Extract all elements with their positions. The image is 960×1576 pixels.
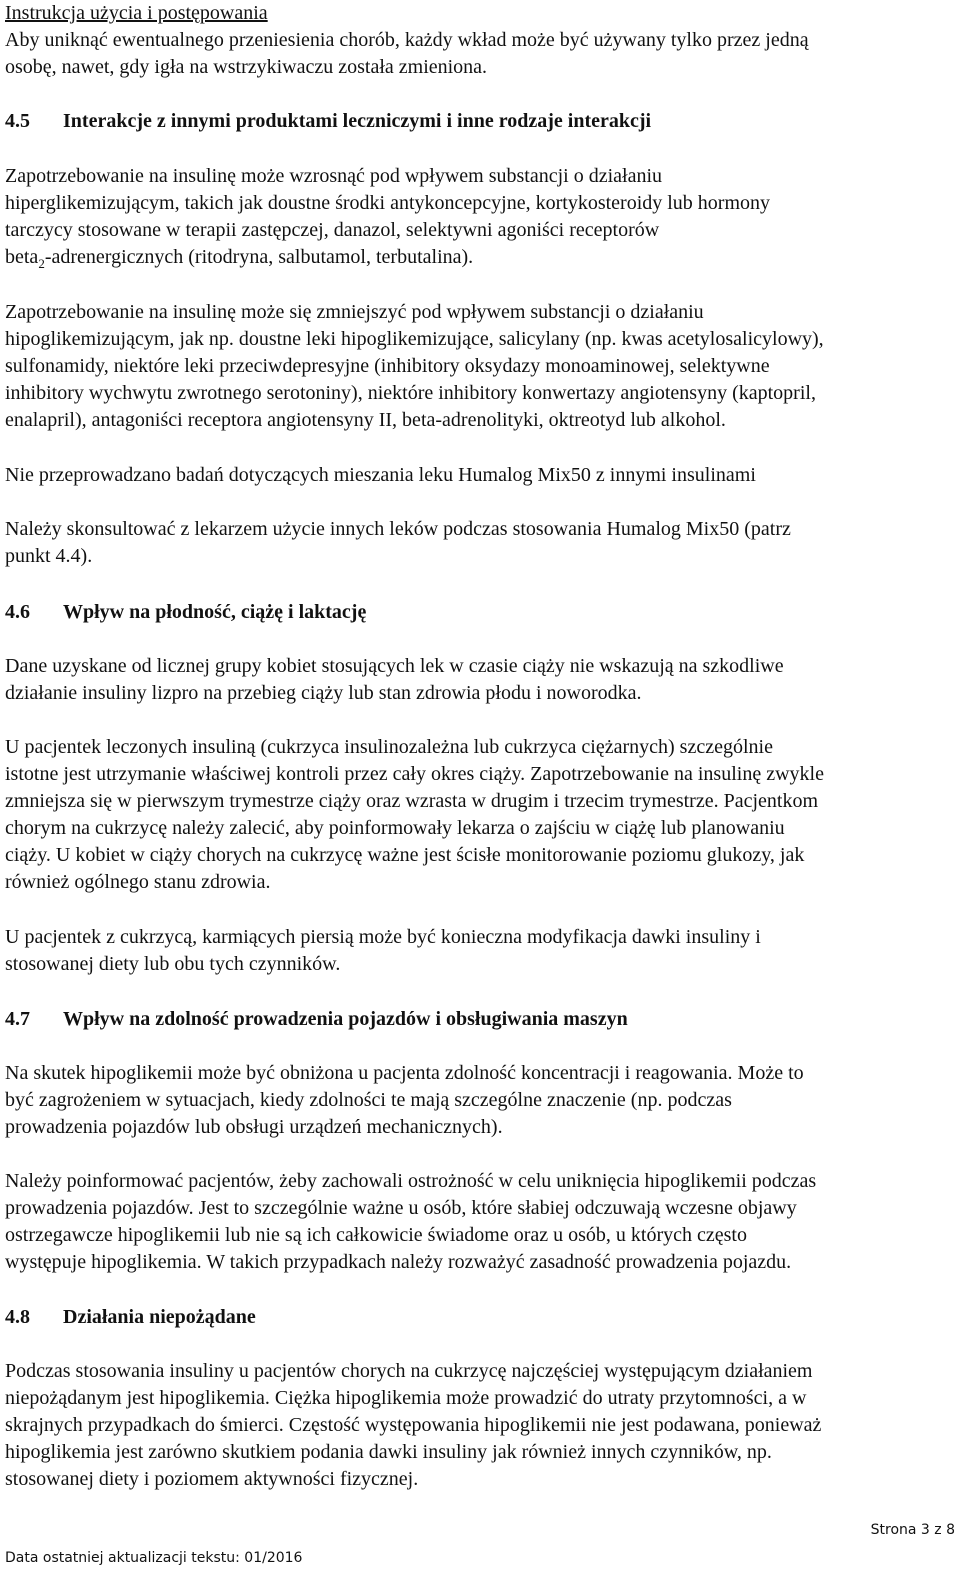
page-number: Strona 3 z 8	[870, 1522, 955, 1538]
paragraph-line: sulfonamidy, niektóre leki przeciwdepresyjne (inhibitory oksydazy monoaminowej, selektywne	[5, 355, 770, 377]
paragraph-line: punkt 4.4).	[5, 545, 93, 567]
section-title: Wpływ na zdolność prowadzenia pojazdów i obsługiwania maszyn	[63, 1008, 628, 1030]
paragraph-line: prowadzenia pojazdów. Jest to szczególnie ważne u osób, które słabiej odczuwają wczesne objawy	[5, 1197, 797, 1219]
paragraph-line: hipoglikemizującym, jak np. doustne leki hipoglikemizujące, salicylany (np. kwas acetylosalicylowy),	[5, 328, 824, 350]
section-title: Działania niepożądane	[63, 1306, 256, 1328]
paragraph-line: Zapotrzebowanie na insulinę może wzrosnąć pod wpływem substancji o działaniu	[5, 165, 663, 187]
section-heading-4-8	[5, 1304, 256, 1331]
paragraph-line: Na skutek hipoglikemii może być obniżona u pacjenta zdolność koncentracji i reagowania. Może to	[5, 1062, 804, 1084]
section-number: 4.7	[5, 1008, 30, 1030]
paragraph-line: ciąży. U kobiet w ciąży chorych na cukrzycę ważne jest ścisłe monitorowanie poziomu glukozy, jak	[5, 844, 805, 866]
paragraph-line: Należy poinformować pacjentów, żeby zachowali ostrożność w celu uniknięcia hipoglikemii podczas	[5, 1170, 817, 1192]
paragraph-line: Podczas stosowania insuliny u pacjentów chorych na cukrzycę najczęściej występującym działaniem	[5, 1360, 813, 1382]
paragraph-line: zmniejsza się w pierwszym trymestrze ciąży oraz wzrasta w drugim i trzecim trymestrze. Pacjentkom	[5, 790, 819, 812]
paragraph-line: tarczycy stosowane w terapii zastępczej, danazol, selektywni agoniści receptorów	[5, 219, 660, 241]
section-title: Wpływ na płodność, ciążę i laktację	[63, 601, 367, 623]
paragraph-line: prowadzenia pojazdów lub obsługi urządzeń mechanicznych).	[5, 1116, 503, 1138]
paragraph-line: również ogólnego stanu zdrowia.	[5, 871, 271, 893]
paragraph-line: Dane uzyskane od licznej grupy kobiet stosujących lek w czasie ciąży nie wskazują na szkodliwe	[5, 655, 784, 677]
section-title: Interakcje z innymi produktami leczniczymi i inne rodzaje interakcji	[63, 110, 652, 132]
paragraph-line: być zagrożeniem w sytuacjach, kiedy zdolności te mają szczególne znaczenie (np. podczas	[5, 1089, 732, 1111]
paragraph-line: Należy skonsultować z lekarzem użycie innych leków podczas stosowania Humalog Mix50 (patrz	[5, 518, 791, 540]
section-number: 4.5	[5, 110, 30, 132]
paragraph-line: występuje hipoglikemia. W takich przypadkach należy rozważyć zasadność prowadzenia pojazdu.	[5, 1251, 792, 1273]
paragraph-line: niepożądanym jest hipoglikemia. Ciężka hipoglikemia może prowadzić do utraty przytomności, a w	[5, 1387, 807, 1409]
paragraph-line: istotne jest utrzymanie właściwej kontroli przez cały okres ciąży. Zapotrzebowanie na insulinę zwykle	[5, 763, 824, 785]
paragraph-line: stosowanej diety i poziomem aktywności fizycznej.	[5, 1468, 419, 1490]
paragraph-line: beta$_2$-adrenergicznych (ritodryna, salbutamol, terbutalina).	[5, 246, 474, 271]
section-heading-4-6	[5, 599, 366, 626]
section-heading-4-5	[5, 108, 651, 135]
intro-line: osobę, nawet, gdy igła na wstrzykiwaczu została zmieniona.	[5, 56, 488, 78]
paragraph-line: hipoglikemia jest zarówno skutkiem podania dawki insuliny jak również innych czynników, np.	[5, 1441, 772, 1463]
paragraph-line: ostrzegawcze hipoglikemii lub nie są ich całkowicie świadome oraz u osób, u których często	[5, 1224, 747, 1246]
paragraph-line: chorym na cukrzycę należy zalecić, aby poinformowały lekarza o zajściu w ciążę lub planowaniu	[5, 817, 785, 839]
section-number: 4.6	[5, 601, 30, 623]
paragraph-line: działanie insuliny lizpro na przebieg ciąży lub stan zdrowia płodu i noworodka.	[5, 682, 642, 704]
paragraph-line: Nie przeprowadzano badań dotyczących mieszania leku Humalog Mix50 z innymi insulinami	[5, 464, 756, 486]
paragraph-line: inhibitory wychwytu zwrotnego serotoniny), niektóre inhibitory konwertazy angiotensyny (kaptopril,	[5, 382, 816, 404]
paragraph-line: hiperglikemizującym, takich jak doustne środki antykoncepcyjne, kortykosteroidy lub hormony	[5, 192, 771, 214]
section-number: 4.8	[5, 1306, 30, 1328]
paragraph-line: Zapotrzebowanie na insulinę może się zmniejszyć pod wpływem substancji o działaniu	[5, 301, 704, 323]
paragraph-line: stosowanej diety lub obu tych czynników.	[5, 953, 341, 975]
last-update-date: Data ostatniej aktualizacji tekstu: 01/2016	[5, 1550, 303, 1566]
paragraph-line: enalapril), antagoniści receptora angiotensyny II, beta-adrenolityki, oktreotyd lub alkohol.	[5, 409, 726, 431]
paragraph-line: U pacjentek leczonych insuliną (cukrzyca insulinozależna lub cukrzyca ciężarnych) szczególnie	[5, 736, 773, 758]
paragraph-line: skrajnych przypadkach do śmierci. Częstość występowania hipoglikemii nie jest podawana, ponieważ	[5, 1414, 822, 1436]
paragraph-line: U pacjentek z cukrzycą, karmiących piersią może być konieczna modyfikacja dawki insuliny i	[5, 926, 761, 948]
document-title: Instrukcja użycia i postępowania	[5, 2, 268, 24]
intro-line: Aby uniknąć ewentualnego przeniesienia chorób, każdy wkład może być używany tylko przez jedną	[5, 29, 809, 51]
section-heading-4-7	[5, 1006, 628, 1033]
